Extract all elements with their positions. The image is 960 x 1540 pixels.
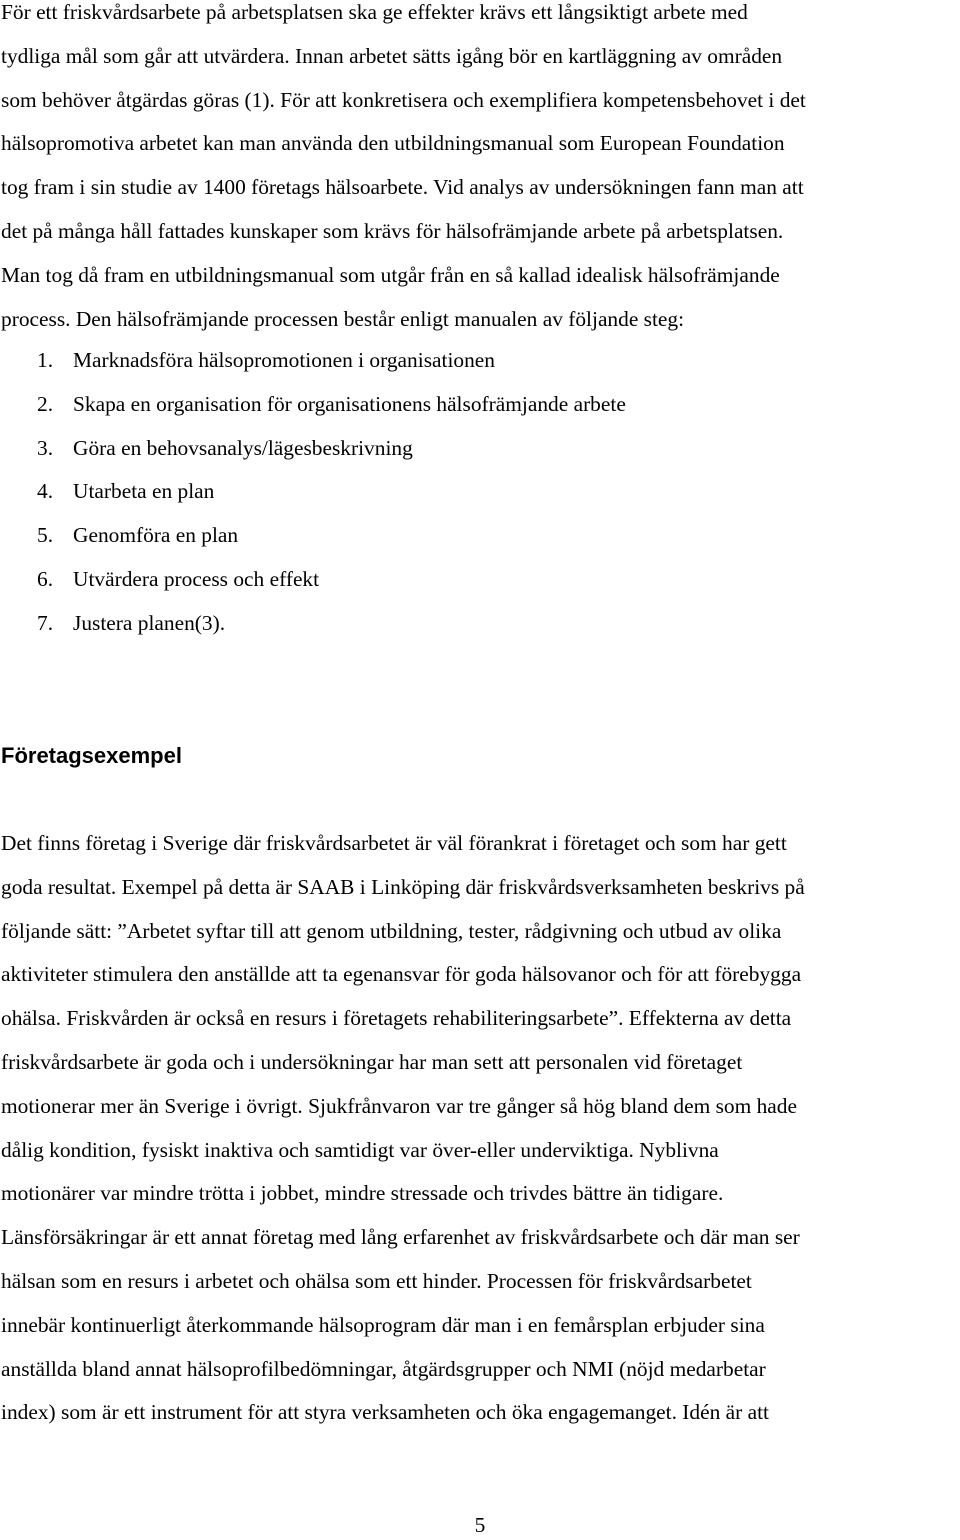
list-item — [1, 427, 626, 471]
page-number: 5 — [474, 1513, 486, 1537]
list-item — [1, 383, 626, 427]
paragraph-line: innebär kontinuerligt återkommande hälsoprogram där man i en femårsplan erbjuder sina — [1, 1312, 765, 1337]
paragraph-line: tog fram i sin studie av 1400 företags hälsoarbete. Vid analys av undersökningen fann man att — [1, 175, 804, 200]
step-number: 2. — [37, 391, 54, 416]
paragraph-line: följande sätt: ”Arbetet syftar till att genom utbildning, tester, rådgivning och utbud av olika — [1, 918, 782, 943]
paragraph-line: Man tog då fram en utbildningsmanual som utgår från en så kallad idealisk hälsofrämjande — [1, 262, 780, 287]
paragraph-line: anställda bland annat hälsoprofilbedömningar, åtgärdsgrupper och NMI (nöjd medarbetar — [1, 1356, 766, 1381]
company-examples-paragraph — [1, 822, 959, 1435]
step-number: 4. — [37, 479, 54, 504]
list-item — [1, 602, 626, 646]
section-heading: Företagsexempel — [1, 743, 182, 768]
step-text: Justera planen(3). — [73, 610, 226, 635]
step-number: 3. — [37, 435, 54, 460]
step-text: Genomföra en plan — [73, 523, 239, 548]
paragraph-line: motionärer var mindre trötta i jobbet, mindre stressade och trivdes bättre än tidigare. — [1, 1181, 724, 1206]
list-item — [1, 558, 626, 602]
paragraph-line: Det finns företag i Sverige där friskvårdsarbetet är väl förankrat i företaget och som har gett — [1, 831, 787, 855]
paragraph-line: friskvårdsarbete är goda och i undersökningar har man sett att personalen vid företaget — [1, 1049, 743, 1074]
step-number: 7. — [37, 610, 54, 635]
paragraph-line: Länsförsäkringar är ett annat företag med lång erfarenhet av friskvårdsarbete och där man ser — [1, 1225, 800, 1250]
paragraph-line: motionerar mer än Sverige i övrigt. Sjukfrånvaron var tre gånger så hög bland dem som hade — [1, 1093, 797, 1118]
paragraph-line: dålig kondition, fysiskt inaktiva och samtidigt var över-eller underviktiga. Nyblivna — [1, 1137, 719, 1162]
step-number: 5. — [37, 523, 54, 548]
step-number: 6. — [37, 566, 54, 591]
list-item — [1, 339, 626, 383]
step-text: Göra en behovsanalys/lägesbeskrivning — [73, 435, 413, 460]
list-item — [1, 470, 626, 514]
paragraph-line: som behöver åtgärdas göras (1). För att konkretisera och exemplifiera kompetensbehovet i det — [1, 87, 806, 112]
paragraph-line: aktiviteter stimulera den anställde att ta egenansvar för goda hälsovanor och för att förebygga — [1, 962, 802, 987]
paragraph-line: ohälsa. Friskvården är också en resurs i företagets rehabiliteringsarbete”. Effekterna av detta — [1, 1006, 792, 1031]
step-text: Utarbeta en plan — [73, 479, 215, 504]
paragraph-line: goda resultat. Exempel på detta är SAAB i Linköping där friskvårdsverksamheten beskrivs på — [1, 874, 805, 899]
paragraph-line: process. Den hälsofrämjande processen består enligt manualen av följande steg: — [1, 306, 685, 331]
process-steps-list — [1, 339, 626, 646]
paragraph-line: För ett friskvårdsarbete på arbetsplatsen ska ge effekter krävs ett långsiktigt arbete med — [1, 0, 748, 24]
paragraph-line: index) som är ett instrument för att styra verksamheten och öka engagemanget. Idén är att — [1, 1400, 770, 1425]
list-item — [1, 514, 626, 558]
intro-paragraph — [1, 0, 959, 341]
paragraph-line: hälsan som en resurs i arbetet och ohälsa som ett hinder. Processen för friskvårdsarbetet — [1, 1268, 752, 1293]
step-text: Skapa en organisation för organisationens hälsofrämjande arbete — [73, 391, 626, 416]
paragraph-line: hälsopromotiva arbetet kan man använda den utbildningsmanual som European Foundation — [1, 131, 785, 156]
step-number: 1. — [37, 348, 54, 372]
step-text: Marknadsföra hälsopromotionen i organisationen — [73, 348, 495, 372]
paragraph-line: det på många håll fattades kunskaper som krävs för hälsofrämjande arbete på arbetsplatsen. — [1, 218, 784, 243]
paragraph-line: tydliga mål som går att utvärdera. Innan arbetet sätts igång bör en kartläggning av områden — [1, 43, 783, 68]
step-text: Utvärdera process och effekt — [73, 566, 320, 591]
